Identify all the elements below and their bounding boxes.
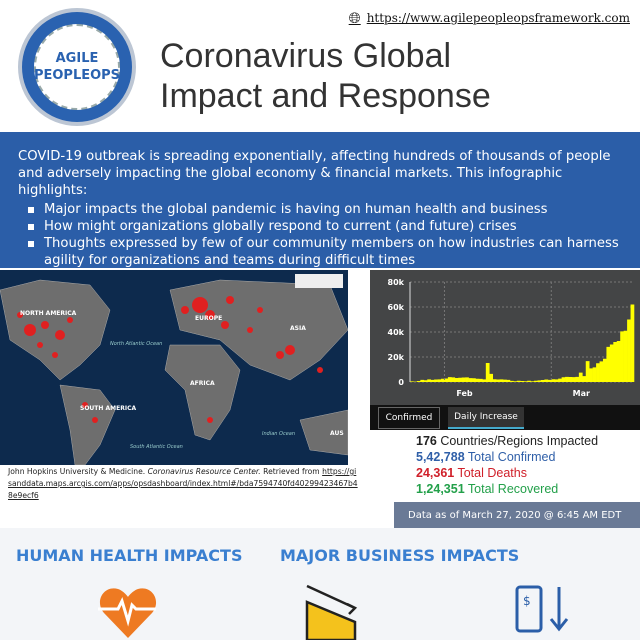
bar bbox=[582, 376, 586, 382]
bar bbox=[472, 378, 476, 382]
stat-row bbox=[416, 465, 598, 481]
case-marker[interactable] bbox=[67, 317, 73, 323]
business-impacts-heading: MAJOR BUSINESS IMPACTS bbox=[280, 546, 520, 565]
bar bbox=[527, 381, 531, 382]
title-line: Coronavirus Global bbox=[160, 37, 452, 75]
bar bbox=[510, 381, 514, 382]
bar bbox=[448, 377, 452, 382]
bar bbox=[431, 380, 435, 382]
bar bbox=[572, 377, 576, 382]
heart-pulse-icon bbox=[96, 583, 160, 640]
bar bbox=[524, 381, 528, 382]
covid-world-map[interactable] bbox=[0, 270, 348, 465]
stats-list bbox=[416, 433, 598, 497]
bar bbox=[486, 363, 490, 382]
case-marker[interactable] bbox=[52, 352, 58, 358]
bar bbox=[455, 378, 459, 382]
bar bbox=[627, 320, 631, 383]
bar bbox=[517, 381, 521, 382]
case-marker[interactable] bbox=[221, 321, 229, 329]
map-svg bbox=[0, 270, 348, 465]
bar bbox=[424, 380, 428, 382]
bar bbox=[503, 380, 507, 382]
bar bbox=[493, 379, 497, 382]
map-label: SOUTH AMERICA bbox=[80, 405, 137, 412]
stat-value: 1,24,351 bbox=[416, 482, 465, 496]
bar bbox=[531, 381, 535, 382]
citation-title: Coronavirus Resource Center. bbox=[147, 467, 261, 476]
bar bbox=[434, 380, 438, 383]
bar bbox=[610, 345, 614, 383]
map-label: EUROPE bbox=[195, 315, 223, 322]
bar bbox=[496, 380, 500, 383]
bar bbox=[575, 377, 579, 382]
bar bbox=[617, 341, 621, 382]
title-line: Impact and Response bbox=[160, 77, 491, 115]
health-impacts-heading: HUMAN HEALTH IMPACTS bbox=[16, 546, 243, 565]
case-marker[interactable] bbox=[276, 351, 284, 359]
y-tick-label: 80k bbox=[387, 278, 404, 287]
bar bbox=[620, 331, 624, 382]
map-label: South Atlantic Ocean bbox=[130, 444, 183, 450]
bar bbox=[600, 361, 604, 382]
case-marker[interactable] bbox=[55, 330, 65, 340]
bar bbox=[544, 380, 548, 383]
map-label: North Atlantic Ocean bbox=[110, 341, 163, 347]
logo-text: AGILE bbox=[55, 51, 99, 66]
bar bbox=[606, 347, 610, 382]
bar bbox=[589, 368, 593, 382]
y-tick-label: 40k bbox=[387, 328, 404, 337]
map-label: Indian Ocean bbox=[262, 431, 296, 437]
y-tick-label: 60k bbox=[387, 303, 404, 312]
bar bbox=[555, 379, 559, 382]
citation-link[interactable]: https://gisanddata.maps.arcgis.com/apps/opsdashboard/index.html#/bda7594740fd40299423467b48e9ecf6 bbox=[8, 467, 358, 500]
list-item: Major impacts the global pandemic is having on human health and business bbox=[18, 201, 626, 218]
bar bbox=[624, 331, 628, 382]
bar bbox=[458, 378, 462, 382]
map-label: AFRICA bbox=[190, 380, 215, 387]
tab-confirmed[interactable]: Confirmed bbox=[378, 407, 440, 429]
website-url[interactable]: https://www.agilepeopleopsframework.com bbox=[366, 11, 630, 25]
map-toolbar[interactable] bbox=[295, 274, 343, 288]
bar bbox=[475, 379, 479, 382]
bar bbox=[469, 378, 473, 382]
bar bbox=[593, 367, 597, 382]
x-tick-label: Feb bbox=[456, 389, 473, 398]
case-marker[interactable] bbox=[41, 321, 49, 329]
map-label: NORTH AMERICA bbox=[20, 310, 77, 317]
case-marker[interactable] bbox=[317, 367, 323, 373]
bar bbox=[417, 381, 421, 382]
case-marker[interactable] bbox=[24, 324, 36, 336]
case-marker[interactable] bbox=[92, 417, 98, 423]
bar bbox=[444, 379, 448, 383]
case-marker[interactable] bbox=[181, 306, 189, 314]
case-marker[interactable] bbox=[257, 307, 263, 313]
citation bbox=[8, 466, 358, 502]
list-item: Thoughts expressed by few of our community members on how industries can harness agility for organizations and teams during difficult times bbox=[18, 235, 626, 269]
citation-text: Retrieved from bbox=[260, 467, 323, 476]
highlights-list bbox=[18, 201, 626, 269]
y-tick-label: 20k bbox=[387, 353, 404, 362]
citation-text: John Hopkins University & Medicine. bbox=[8, 467, 148, 476]
bar bbox=[427, 379, 431, 382]
cash-withdrawal-icon bbox=[515, 583, 575, 640]
bar bbox=[420, 380, 424, 382]
stat-label: Countries/Regions Impacted bbox=[436, 434, 599, 448]
case-marker[interactable] bbox=[37, 342, 43, 348]
stat-row bbox=[416, 481, 598, 497]
case-marker[interactable] bbox=[207, 417, 213, 423]
tab-daily-increase[interactable]: Daily Increase bbox=[448, 407, 524, 429]
bar bbox=[565, 377, 569, 382]
case-marker[interactable] bbox=[247, 327, 253, 333]
bar bbox=[489, 374, 493, 382]
stat-value: 5,42,788 bbox=[416, 450, 465, 464]
bar bbox=[631, 305, 635, 383]
bar bbox=[551, 379, 555, 382]
list-item: How might organizations globally respond to current (and future) crises bbox=[18, 218, 626, 235]
stat-label: Total Recovered bbox=[464, 482, 559, 496]
bar bbox=[579, 373, 583, 382]
map-label: AUS bbox=[330, 430, 344, 437]
case-marker[interactable] bbox=[192, 297, 208, 313]
data-timestamp: Data as of March 27, 2020 @ 6:45 AM EDT bbox=[394, 502, 640, 528]
map-label: ASIA bbox=[290, 325, 306, 332]
stat-label: Total Deaths bbox=[454, 466, 527, 480]
bar bbox=[482, 379, 486, 382]
bar bbox=[465, 377, 469, 382]
bar bbox=[438, 379, 442, 382]
bar bbox=[548, 380, 552, 382]
bar bbox=[538, 380, 542, 382]
agile-peopleops-logo bbox=[18, 8, 136, 126]
bar bbox=[569, 377, 573, 382]
bar bbox=[603, 359, 607, 382]
bar bbox=[586, 361, 590, 382]
stat-value: 176 bbox=[416, 434, 437, 448]
chart-svg bbox=[370, 270, 640, 405]
bar bbox=[451, 377, 455, 382]
bar bbox=[479, 379, 483, 382]
case-marker[interactable] bbox=[226, 296, 234, 304]
page-title bbox=[160, 36, 491, 116]
case-marker[interactable] bbox=[285, 345, 295, 355]
bar bbox=[562, 377, 566, 382]
stat-row bbox=[416, 449, 598, 465]
bar bbox=[541, 380, 545, 382]
impacts-section bbox=[0, 528, 640, 640]
x-tick-label: Mar bbox=[572, 389, 590, 398]
declining-chart-icon bbox=[303, 580, 363, 640]
bar bbox=[520, 381, 524, 382]
intro-text: COVID-19 outbreak is spreading exponentially, affecting hundreds of thousands of people and adversely impacting the global economy & financial markets. This infographic highlights: bbox=[18, 149, 611, 198]
bar bbox=[534, 381, 538, 382]
bar bbox=[462, 378, 466, 383]
bar bbox=[613, 342, 617, 382]
bar bbox=[558, 379, 562, 382]
intro-band bbox=[0, 132, 640, 268]
bar bbox=[513, 381, 517, 382]
globe-icon: 🌐︎ bbox=[348, 9, 361, 27]
logo-text: PEOPLEOPS bbox=[33, 68, 121, 83]
y-tick-label: 0 bbox=[398, 378, 404, 387]
bar bbox=[506, 380, 510, 382]
bar bbox=[500, 379, 504, 382]
svg-text:$: $ bbox=[523, 594, 531, 608]
stat-label: Total Confirmed bbox=[464, 450, 556, 464]
stat-value: 24,361 bbox=[416, 466, 455, 480]
bar bbox=[410, 381, 414, 382]
bar bbox=[596, 363, 600, 382]
chart-tabs bbox=[370, 405, 640, 430]
website-link[interactable] bbox=[349, 9, 630, 27]
stat-row bbox=[416, 433, 598, 449]
